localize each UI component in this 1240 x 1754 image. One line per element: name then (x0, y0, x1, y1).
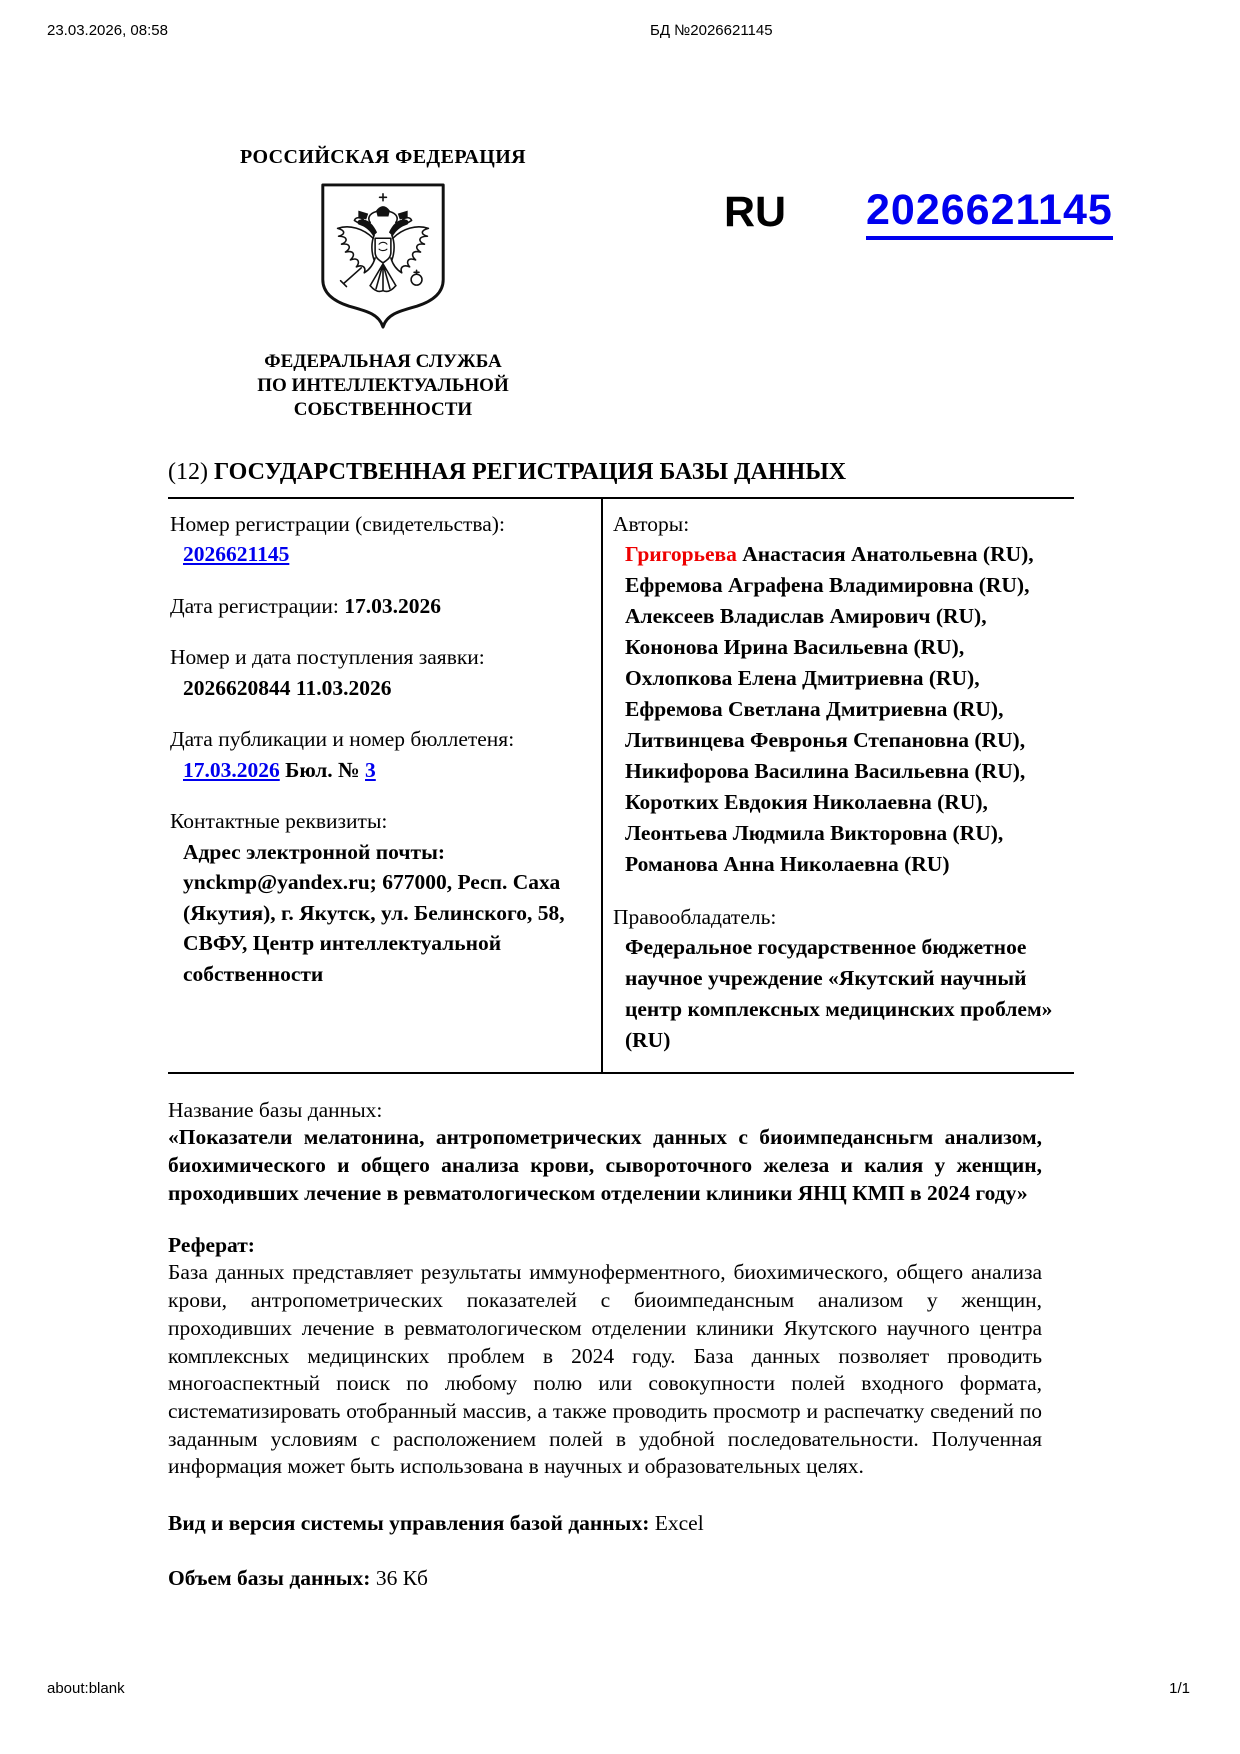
rightsholder-value: Федеральное государственное бюджетное научное учреждение «Якутский научный центр комплексных медицинских проблем» (RU) (625, 935, 1053, 1053)
author-name: Коротких Евдокия Николаевна (RU), (625, 789, 988, 814)
author-name: Леонтьева Людмила Викторовна (RU), (625, 820, 1004, 845)
author-name: Романова Анна Николаевна (RU) (625, 851, 950, 876)
bulletin-label: Бюл. № (285, 757, 360, 782)
author-name: Ефремова Аграфена Владимировна (RU), (625, 573, 1030, 598)
field-publication (170, 724, 593, 785)
print-page-number: 1/1 (1169, 1680, 1190, 1697)
publication-label: Дата публикации и номер бюллетеня: (170, 727, 515, 752)
author-name: Литвинцева Февронья Степановна (RU), (625, 728, 1026, 753)
abstract-text: База данных представляет результаты иммуноферментного, биохимического, общего анализа крови, антропометрических показателей с биоимпедансным анализом у женщин, проходивших лечение в ревматологическом отделении клиники Якутского научного центра комплексных медицинских проблем в 2024 году. База данных позволяет проводить многоаспектный поиск по любому полю или совокупности полей входного формата, систематизировать отобранный массив, а также проводить просмотр и распечатку сведений по заданным условиям с расположением полей в удобной последовательности. Полученная информация может быть использована в научных и образовательных целях. (168, 1260, 1042, 1479)
abstract-label: Реферат: (168, 1233, 255, 1258)
field-application (170, 642, 593, 703)
certificate-body (168, 146, 1113, 1591)
dbms-row (168, 1511, 1042, 1536)
registration-table (168, 497, 1074, 1074)
db-size-label: Объем базы данных: (168, 1566, 371, 1591)
db-size-row (168, 1566, 1042, 1591)
registration-number-link[interactable]: 2026621145 (866, 186, 1113, 240)
print-source-url: about:blank (47, 1680, 125, 1697)
print-datetime: 23.03.2026, 08:58 (47, 22, 168, 39)
authors-rightsholder-cell (602, 498, 1074, 1073)
coat-of-arms (168, 181, 598, 336)
registration-date-label: Дата регистрации: (170, 593, 339, 618)
registration-number-value-link[interactable]: 2026621145 (183, 542, 290, 567)
registration-details-cell (168, 498, 602, 1073)
country-title: РОССИЙСКАЯ ФЕДЕРАЦИЯ (239, 146, 526, 168)
author-name: Ефремова Светлана Дмитриевна (RU), (625, 697, 1004, 722)
agency-title-line2: ПО ИНТЕЛЛЕКТУАЛЬНОЙ СОБСТВЕННОСТИ (257, 374, 509, 420)
dbms-label: Вид и версия системы управления базой данных: (168, 1511, 650, 1536)
print-doc-ref: БД №2026621145 (650, 22, 773, 39)
rightsholder-label: Правообладатель: (613, 904, 777, 929)
double-headed-eagle-icon (317, 181, 449, 331)
database-name-label: Название базы данных: (168, 1098, 383, 1123)
field-registration-date (170, 591, 593, 622)
field-contacts (170, 806, 593, 989)
publication-date-link[interactable]: 17.03.2026 (183, 757, 280, 782)
author-name: Алексеев Владислав Амирович (RU), (625, 604, 987, 629)
author-name-rest: Анастасия Анатольевна (RU), (736, 542, 1034, 567)
application-label: Номер и дата поступления заявки: (170, 645, 485, 670)
document-title-text: ГОСУДАРСТВЕННАЯ РЕГИСТРАЦИЯ БАЗЫ ДАННЫХ (213, 459, 847, 485)
author-name: Охлопкова Елена Дмитриевна (RU), (625, 666, 980, 691)
application-value: 2026620844 11.03.2026 (183, 675, 392, 700)
authors-label: Авторы: (613, 511, 690, 536)
country-code: RU (724, 188, 787, 236)
document-title (168, 458, 1074, 487)
field-registration-number (170, 509, 593, 570)
bulletin-number-link[interactable]: 3 (365, 757, 376, 782)
issuing-authority-block (168, 146, 598, 421)
author-surname-highlighted: Григорьева (625, 542, 737, 567)
registration-number-label: Номер регистрации (свидетельства): (170, 511, 505, 536)
authors-list (625, 539, 1070, 879)
author-name: Кононова Ирина Васильевна (RU), (625, 635, 965, 660)
author-name (625, 539, 1070, 570)
document-kind-code: (12) (168, 459, 208, 485)
database-info-section (168, 1098, 1042, 1591)
database-name: «Показатели мелатонина, антропометрических данных с биоимпедансньгм анализом, биохимического и общего анализа крови, сывороточного железа и калия у женщин, проходивших лечение в ревматологическом отделении клиники ЯНЦ КМП в 2024 году» (168, 1125, 1042, 1205)
author-name: Никифорова Василина Васильевна (RU), (625, 758, 1026, 783)
contacts-value: Адрес электронной почты: ynckmp@yandex.ru; 677000, Респ. Саха (Якутия), г. Якутск, ул. Белинского, 58, СВФУ, Центр интеллектуальной собственности (183, 839, 565, 986)
agency-title-line1: ФЕДЕРАЛЬНАЯ СЛУЖБА (264, 351, 502, 372)
registration-date-value: 17.03.2026 (344, 593, 441, 618)
dbms-value: Excel (654, 1511, 704, 1536)
db-size-value: 36 Кб (375, 1566, 428, 1591)
agency-title (168, 350, 598, 421)
contacts-label: Контактные реквизиты: (170, 809, 388, 834)
masthead (168, 146, 1113, 442)
